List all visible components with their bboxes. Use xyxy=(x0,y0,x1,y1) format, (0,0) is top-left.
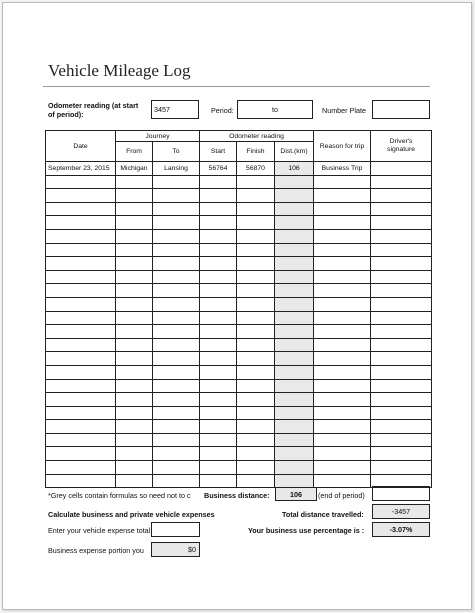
cell-from[interactable] xyxy=(116,243,153,257)
cell-dist xyxy=(275,461,314,475)
cell-signature[interactable] xyxy=(371,352,432,366)
cell-finish[interactable] xyxy=(237,420,275,434)
cell-reason[interactable] xyxy=(314,406,371,420)
cell-from[interactable] xyxy=(116,311,153,325)
cell-from[interactable] xyxy=(116,393,153,407)
odometer-start-label xyxy=(48,101,138,119)
column-header-to: To xyxy=(153,142,200,162)
business-use-value: -3.07% xyxy=(389,525,413,534)
cell-to[interactable] xyxy=(153,202,200,216)
mileage-log-table xyxy=(45,130,432,488)
column-header-dist: Dist.(km) xyxy=(275,142,314,162)
cell-start[interactable] xyxy=(200,284,237,298)
cell-start[interactable] xyxy=(200,270,237,284)
table-row xyxy=(46,352,432,366)
cell-reason[interactable] xyxy=(314,243,371,257)
cell-start[interactable] xyxy=(200,352,237,366)
cell-signature[interactable] xyxy=(371,284,432,298)
cell-start[interactable] xyxy=(200,243,237,257)
cell-reason[interactable] xyxy=(314,175,371,189)
cell-to[interactable] xyxy=(153,433,200,447)
total-distance-value: -3457 xyxy=(391,507,411,516)
cell-from[interactable] xyxy=(116,474,153,488)
cell-dist xyxy=(275,311,314,325)
cell-finish[interactable] xyxy=(237,461,275,475)
cell-reason[interactable] xyxy=(314,270,371,284)
cell-from[interactable] xyxy=(116,229,153,243)
cell-signature[interactable] xyxy=(371,243,432,257)
cell-finish[interactable] xyxy=(237,325,275,339)
cell-signature[interactable] xyxy=(371,189,432,203)
spreadsheet-page xyxy=(2,2,472,610)
cell-reason[interactable] xyxy=(314,189,371,203)
cell-date[interactable] xyxy=(46,311,116,325)
odometer-start-field[interactable] xyxy=(151,100,199,119)
cell-date[interactable] xyxy=(46,433,116,447)
cell-dist xyxy=(275,393,314,407)
cell-dist: 106 xyxy=(275,162,314,176)
cell-start[interactable] xyxy=(200,189,237,203)
cell-from[interactable] xyxy=(116,325,153,339)
cell-start[interactable] xyxy=(200,325,237,339)
table-row xyxy=(46,284,432,298)
signature-header-line1: Driver's xyxy=(389,138,413,145)
odometer-start-label-line2: of period): xyxy=(48,110,84,119)
cell-dist xyxy=(275,229,314,243)
cell-finish[interactable]: 56870 xyxy=(237,162,275,176)
cell-start[interactable] xyxy=(200,257,237,271)
cell-finish[interactable] xyxy=(237,270,275,284)
business-distance-value: 106 xyxy=(290,489,302,499)
cell-to[interactable] xyxy=(153,284,200,298)
cell-finish[interactable] xyxy=(237,393,275,407)
cell-date[interactable] xyxy=(46,365,116,379)
cell-date[interactable] xyxy=(46,406,116,420)
cell-date[interactable] xyxy=(46,284,116,298)
cell-to[interactable] xyxy=(153,189,200,203)
table-row xyxy=(46,406,432,420)
column-header-finish: Finish xyxy=(237,142,275,162)
cell-date[interactable] xyxy=(46,202,116,216)
cell-date[interactable] xyxy=(46,393,116,407)
cell-date[interactable] xyxy=(46,297,116,311)
cell-signature[interactable] xyxy=(371,175,432,189)
expense-portion-field xyxy=(151,542,200,557)
cell-start[interactable] xyxy=(200,175,237,189)
cell-from[interactable] xyxy=(116,379,153,393)
calc-expenses-label: Calculate business and private vehicle expenses xyxy=(48,510,215,519)
table-row xyxy=(46,447,432,461)
end-of-period-field[interactable] xyxy=(372,486,430,501)
table-row xyxy=(46,270,432,284)
cell-dist xyxy=(275,433,314,447)
cell-finish[interactable] xyxy=(237,216,275,230)
table-row xyxy=(46,229,432,243)
cell-start[interactable] xyxy=(200,447,237,461)
cell-date[interactable] xyxy=(46,270,116,284)
signature-header-line2: signature xyxy=(387,146,416,153)
table-row xyxy=(46,461,432,475)
cell-from[interactable] xyxy=(116,338,153,352)
column-group-odometer: Odometer reading xyxy=(200,131,314,142)
table-row xyxy=(46,202,432,216)
cell-to[interactable] xyxy=(153,379,200,393)
cell-to[interactable] xyxy=(153,406,200,420)
cell-signature[interactable] xyxy=(371,447,432,461)
cell-to[interactable] xyxy=(153,474,200,488)
cell-from[interactable] xyxy=(116,297,153,311)
cell-reason[interactable] xyxy=(314,352,371,366)
business-distance-field xyxy=(275,487,317,501)
cell-start[interactable] xyxy=(200,406,237,420)
cell-finish[interactable] xyxy=(237,243,275,257)
table-row xyxy=(46,433,432,447)
cell-finish[interactable] xyxy=(237,474,275,488)
column-header-start: Start xyxy=(200,142,237,162)
cell-date[interactable] xyxy=(46,379,116,393)
cell-date[interactable] xyxy=(46,175,116,189)
cell-date[interactable] xyxy=(46,325,116,339)
cell-dist xyxy=(275,406,314,420)
cell-date[interactable] xyxy=(46,474,116,488)
cell-finish[interactable] xyxy=(237,379,275,393)
cell-finish[interactable] xyxy=(237,229,275,243)
cell-to[interactable] xyxy=(153,229,200,243)
cell-from[interactable] xyxy=(116,175,153,189)
cell-dist xyxy=(275,243,314,257)
cell-dist xyxy=(275,175,314,189)
odometer-start-label-line1: Odometer reading (at start xyxy=(48,101,139,110)
cell-to[interactable] xyxy=(153,270,200,284)
cell-reason[interactable] xyxy=(314,433,371,447)
cell-reason[interactable] xyxy=(314,420,371,434)
cell-reason[interactable] xyxy=(314,365,371,379)
expense-portion-value: $0 xyxy=(188,545,196,554)
cell-date[interactable] xyxy=(46,216,116,230)
cell-from[interactable] xyxy=(116,189,153,203)
table-row xyxy=(46,257,432,271)
cell-date[interactable] xyxy=(46,189,116,203)
cell-finish[interactable] xyxy=(237,365,275,379)
cell-to[interactable] xyxy=(153,420,200,434)
title-divider xyxy=(43,86,430,87)
table-row xyxy=(46,325,432,339)
cell-to[interactable] xyxy=(153,257,200,271)
cell-start[interactable] xyxy=(200,379,237,393)
cell-date[interactable] xyxy=(46,229,116,243)
cell-dist xyxy=(275,297,314,311)
cell-start[interactable] xyxy=(200,461,237,475)
cell-finish[interactable] xyxy=(237,175,275,189)
cell-reason[interactable] xyxy=(314,393,371,407)
cell-dist xyxy=(275,202,314,216)
cell-to[interactable] xyxy=(153,216,200,230)
cell-reason[interactable] xyxy=(314,461,371,475)
table-row xyxy=(46,189,432,203)
cell-date[interactable] xyxy=(46,420,116,434)
cell-reason[interactable] xyxy=(314,257,371,271)
cell-to[interactable] xyxy=(153,447,200,461)
cell-dist xyxy=(275,270,314,284)
cell-signature[interactable] xyxy=(371,311,432,325)
cell-reason[interactable] xyxy=(314,284,371,298)
expense-total-field[interactable] xyxy=(151,522,200,537)
cell-dist xyxy=(275,365,314,379)
grey-cells-note: *Grey cells contain formulas so need not to c xyxy=(48,491,191,500)
business-use-label: Your business use percentage is : xyxy=(248,526,365,535)
cell-signature[interactable] xyxy=(371,379,432,393)
mileage-log-body xyxy=(46,162,432,488)
cell-reason[interactable] xyxy=(314,202,371,216)
cell-from[interactable]: Michigan xyxy=(116,162,153,176)
cell-from[interactable] xyxy=(116,202,153,216)
expense-portion-label: Business expense portion you xyxy=(48,546,144,555)
cell-from[interactable] xyxy=(116,216,153,230)
cell-start[interactable] xyxy=(200,202,237,216)
period-label: Period: xyxy=(211,106,234,115)
cell-reason[interactable]: Business Trip xyxy=(314,162,371,176)
column-header-signature xyxy=(371,131,432,162)
cell-dist xyxy=(275,189,314,203)
period-field[interactable] xyxy=(237,100,313,119)
cell-signature[interactable] xyxy=(371,202,432,216)
cell-start[interactable] xyxy=(200,311,237,325)
cell-from[interactable] xyxy=(116,420,153,434)
table-row xyxy=(46,393,432,407)
cell-from[interactable] xyxy=(116,365,153,379)
cell-date[interactable] xyxy=(46,447,116,461)
cell-to[interactable] xyxy=(153,311,200,325)
cell-date[interactable] xyxy=(46,243,116,257)
table-row xyxy=(46,297,432,311)
business-use-field xyxy=(372,522,430,537)
cell-date[interactable] xyxy=(46,338,116,352)
cell-from[interactable] xyxy=(116,447,153,461)
cell-reason[interactable] xyxy=(314,311,371,325)
business-distance-label: Business distance: xyxy=(204,491,270,500)
table-row xyxy=(46,175,432,189)
cell-reason[interactable] xyxy=(314,216,371,230)
cell-signature[interactable] xyxy=(371,461,432,475)
cell-dist xyxy=(275,420,314,434)
cell-start[interactable] xyxy=(200,365,237,379)
cell-signature[interactable] xyxy=(371,270,432,284)
table-row xyxy=(46,311,432,325)
cell-from[interactable] xyxy=(116,461,153,475)
cell-dist xyxy=(275,325,314,339)
odometer-start-value: 3457 xyxy=(154,105,170,114)
cell-signature[interactable] xyxy=(371,433,432,447)
cell-to[interactable] xyxy=(153,175,200,189)
cell-signature[interactable] xyxy=(371,257,432,271)
cell-from[interactable] xyxy=(116,406,153,420)
cell-reason[interactable] xyxy=(314,474,371,488)
cell-to[interactable] xyxy=(153,243,200,257)
cell-dist xyxy=(275,257,314,271)
cell-finish[interactable] xyxy=(237,447,275,461)
cell-finish[interactable] xyxy=(237,284,275,298)
cell-from[interactable] xyxy=(116,284,153,298)
cell-finish[interactable] xyxy=(237,189,275,203)
cell-date[interactable] xyxy=(46,352,116,366)
table-row xyxy=(46,365,432,379)
cell-start[interactable] xyxy=(200,420,237,434)
column-header-from: From xyxy=(116,142,153,162)
cell-start[interactable]: 56764 xyxy=(200,162,237,176)
page-title: Vehicle Mileage Log xyxy=(48,61,191,80)
cell-dist xyxy=(275,379,314,393)
cell-reason[interactable] xyxy=(314,297,371,311)
cell-finish[interactable] xyxy=(237,202,275,216)
number-plate-field[interactable] xyxy=(372,100,430,119)
column-header-reason: Reason for trip xyxy=(314,131,371,162)
cell-start[interactable] xyxy=(200,433,237,447)
cell-dist xyxy=(275,352,314,366)
cell-date[interactable] xyxy=(46,461,116,475)
cell-signature[interactable] xyxy=(371,338,432,352)
number-plate-label: Number Plate xyxy=(322,106,366,115)
cell-dist xyxy=(275,474,314,488)
cell-signature[interactable] xyxy=(371,325,432,339)
cell-date[interactable]: September 23, 2015 xyxy=(46,162,116,176)
cell-reason[interactable] xyxy=(314,447,371,461)
cell-finish[interactable] xyxy=(237,406,275,420)
cell-finish[interactable] xyxy=(237,338,275,352)
cell-to[interactable] xyxy=(153,365,200,379)
column-group-journey: Journey xyxy=(116,131,200,142)
table-row xyxy=(46,379,432,393)
cell-start[interactable] xyxy=(200,297,237,311)
cell-reason[interactable] xyxy=(314,325,371,339)
table-row xyxy=(46,420,432,434)
cell-date[interactable] xyxy=(46,257,116,271)
cell-start[interactable] xyxy=(200,338,237,352)
cell-signature[interactable] xyxy=(371,297,432,311)
cell-finish[interactable] xyxy=(237,297,275,311)
end-of-period-label: (end of period) xyxy=(318,491,365,500)
expense-total-label: Enter your vehicle expense total: xyxy=(48,526,153,535)
cell-finish[interactable] xyxy=(237,433,275,447)
total-distance-label: Total distance travelled: xyxy=(282,510,364,519)
cell-from[interactable] xyxy=(116,257,153,271)
cell-start[interactable] xyxy=(200,229,237,243)
cell-signature[interactable] xyxy=(371,420,432,434)
table-row xyxy=(46,243,432,257)
cell-to[interactable]: Lansing xyxy=(153,162,200,176)
cell-reason[interactable] xyxy=(314,229,371,243)
cell-reason[interactable] xyxy=(314,338,371,352)
cell-signature[interactable] xyxy=(371,406,432,420)
cell-dist xyxy=(275,447,314,461)
cell-dist xyxy=(275,284,314,298)
period-to-label: to xyxy=(272,105,278,114)
cell-to[interactable] xyxy=(153,352,200,366)
cell-signature[interactable] xyxy=(371,365,432,379)
cell-signature[interactable] xyxy=(371,393,432,407)
table-row xyxy=(46,216,432,230)
table-row xyxy=(46,338,432,352)
cell-signature[interactable] xyxy=(371,229,432,243)
total-distance-field xyxy=(372,504,430,519)
cell-finish[interactable] xyxy=(237,352,275,366)
cell-from[interactable] xyxy=(116,270,153,284)
cell-to[interactable] xyxy=(153,393,200,407)
cell-signature[interactable] xyxy=(371,162,432,176)
cell-start[interactable] xyxy=(200,216,237,230)
cell-to[interactable] xyxy=(153,325,200,339)
column-header-date: Date xyxy=(46,131,116,162)
cell-signature[interactable] xyxy=(371,216,432,230)
cell-from[interactable] xyxy=(116,352,153,366)
cell-start[interactable] xyxy=(200,393,237,407)
cell-dist xyxy=(275,338,314,352)
cell-reason[interactable] xyxy=(314,379,371,393)
cell-to[interactable] xyxy=(153,297,200,311)
cell-to[interactable] xyxy=(153,338,200,352)
cell-finish[interactable] xyxy=(237,311,275,325)
cell-dist xyxy=(275,216,314,230)
cell-finish[interactable] xyxy=(237,257,275,271)
cell-start[interactable] xyxy=(200,474,237,488)
cell-to[interactable] xyxy=(153,461,200,475)
table-row xyxy=(46,162,432,176)
cell-from[interactable] xyxy=(116,433,153,447)
